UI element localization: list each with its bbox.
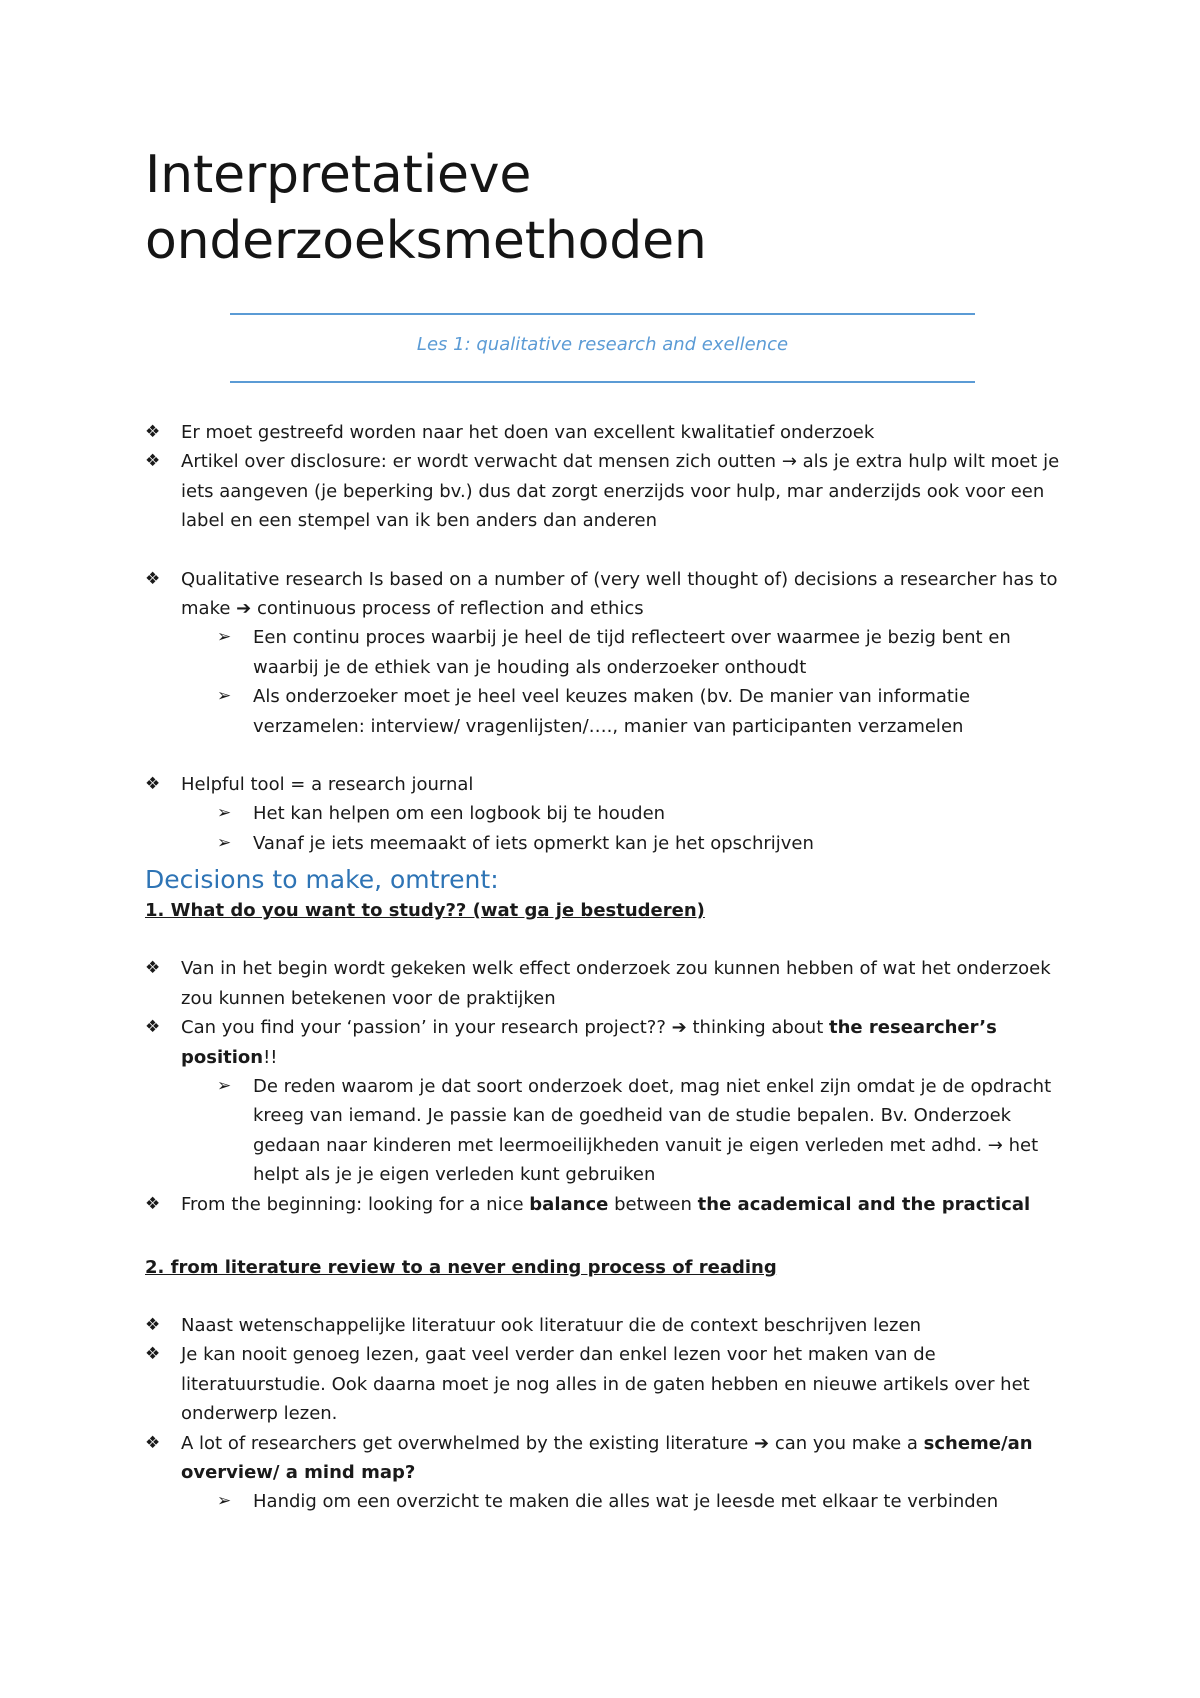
bottom-rule bbox=[230, 381, 975, 383]
diamond-bullet-icon: ❖ bbox=[145, 1432, 161, 1453]
diamond-bullet-icon: ❖ bbox=[145, 774, 161, 795]
right-arrow-icon: → bbox=[781, 451, 797, 473]
arrowhead-bullet-icon: ➢ bbox=[217, 686, 232, 707]
diamond-bullet-icon: ❖ bbox=[145, 422, 161, 442]
list-item: ❖ A lot of researchers get overwhelmed by the existing literature ➔ can you make a scheme/an overview/ a mind map? bbox=[145, 1429, 1070, 1488]
right-arrow-icon: ➔ bbox=[236, 598, 252, 620]
diamond-bullet-icon: ❖ bbox=[145, 568, 161, 589]
sub-list-item: ➢ Een continu proces waarbij je heel de tijd reflecteert over waarmee je bezig bent en waarbij je de ethiek van je houding als onderzoeker onthoudt bbox=[145, 623, 1070, 682]
sub-list-item: ➢ Handig om een overzicht te maken die alles wat je leesde met elkaar te verbinden bbox=[145, 1487, 1070, 1516]
lesson-subtitle: Les 1: qualitative research and exellence bbox=[416, 334, 789, 355]
list-item: ❖ From the beginning: looking for a nice balance between the academical and the practical bbox=[145, 1190, 1070, 1219]
document-body bbox=[145, 418, 1070, 1517]
right-arrow-icon: ➔ bbox=[754, 1432, 770, 1454]
list-item: ❖ Er moet gestreefd worden naar het doen van excellent kwalitatief onderzoek bbox=[145, 418, 1070, 447]
diamond-bullet-icon: ❖ bbox=[145, 958, 161, 979]
diamond-bullet-icon: ❖ bbox=[145, 451, 161, 472]
diamond-bullet-icon: ❖ bbox=[145, 1193, 161, 1214]
subsection-heading: 2. from literature review to a never ending process of reading bbox=[145, 1256, 777, 1278]
list-item: ❖ Je kan nooit genoeg lezen, gaat veel verder dan enkel lezen voor het maken van de literatuurstudie. Ook daarna moet je nog alles in de gaten hebben en nieuwe artikels over het onderwerp lezen. bbox=[145, 1340, 1070, 1428]
list-item: ❖ Naast wetenschappelijke literatuur ook literatuur die de context beschrijven lezen bbox=[145, 1311, 1070, 1340]
arrowhead-bullet-icon: ➢ bbox=[217, 627, 232, 648]
list-item: ❖ Qualitative research Is based on a number of (very well thought of) decisions a researcher has to make ➔ continuous process of reflection and ethics bbox=[145, 565, 1070, 624]
sub-list-item: ➢ Als onderzoeker moet je heel veel keuzes maken (bv. De manier van informatie verzamelen: interview/ vragenlijsten/…., manier van participanten verzamelen bbox=[145, 682, 1070, 741]
arrowhead-bullet-icon: ➢ bbox=[217, 832, 232, 853]
list-item: ❖ Van in het begin wordt gekeken welk effect onderzoek zou kunnen hebben of wat het onderzoek zou kunnen betekenen voor de praktijken bbox=[145, 954, 1070, 1013]
subsection-heading: 1. What do you want to study?? (wat ga je bestuderen) bbox=[145, 900, 705, 922]
arrowhead-bullet-icon: ➢ bbox=[217, 1075, 232, 1096]
section-heading: Decisions to make, omtrent: bbox=[145, 865, 499, 895]
diamond-bullet-icon: ❖ bbox=[145, 1017, 161, 1038]
diamond-bullet-icon: ❖ bbox=[145, 1344, 161, 1365]
right-arrow-icon: → bbox=[987, 1134, 1003, 1156]
arrowhead-bullet-icon: ➢ bbox=[217, 803, 232, 824]
arrowhead-bullet-icon: ➢ bbox=[217, 1491, 232, 1512]
document-title bbox=[145, 142, 707, 274]
sub-list-item: ➢ De reden waarom je dat soort onderzoek doet, mag niet enkel zijn omdat je de opdracht kreeg van iemand. Je passie kan de goedheid van de studie bepalen. Bv. Onderzoek gedaan naar kinderen met leermoeilijkheden vanuit je eigen verleden met adhd. → het helpt als je je eigen verleden kunt gebruiken bbox=[145, 1072, 1070, 1190]
list-item: ❖ Artikel over disclosure: er wordt verwacht dat mensen zich outten → als je extra hulp wilt moet je iets aangeven (je beperking bv.) dus dat zorgt enerzijds voor hulp, mar anderzijds ook voor een label en een stempel van ik ben anders dan anderen bbox=[145, 447, 1070, 535]
title-line-1: Interpretatieve bbox=[145, 145, 532, 205]
title-line-2: onderzoeksmethoden bbox=[145, 211, 707, 271]
sub-list-item: ➢ Het kan helpen om een logbook bij te houden bbox=[145, 799, 1070, 828]
top-rule bbox=[230, 313, 975, 315]
right-arrow-icon: ➔ bbox=[671, 1017, 687, 1039]
sub-list-item: ➢ Vanaf je iets meemaakt of iets opmerkt kan je het opschrijven bbox=[145, 829, 1070, 858]
diamond-bullet-icon: ❖ bbox=[145, 1314, 161, 1335]
list-item: ❖ Helpful tool = a research journal bbox=[145, 770, 1070, 799]
list-item: ❖ Can you find your ‘passion’ in your research project?? ➔ thinking about the researcher’s position!! bbox=[145, 1013, 1070, 1072]
